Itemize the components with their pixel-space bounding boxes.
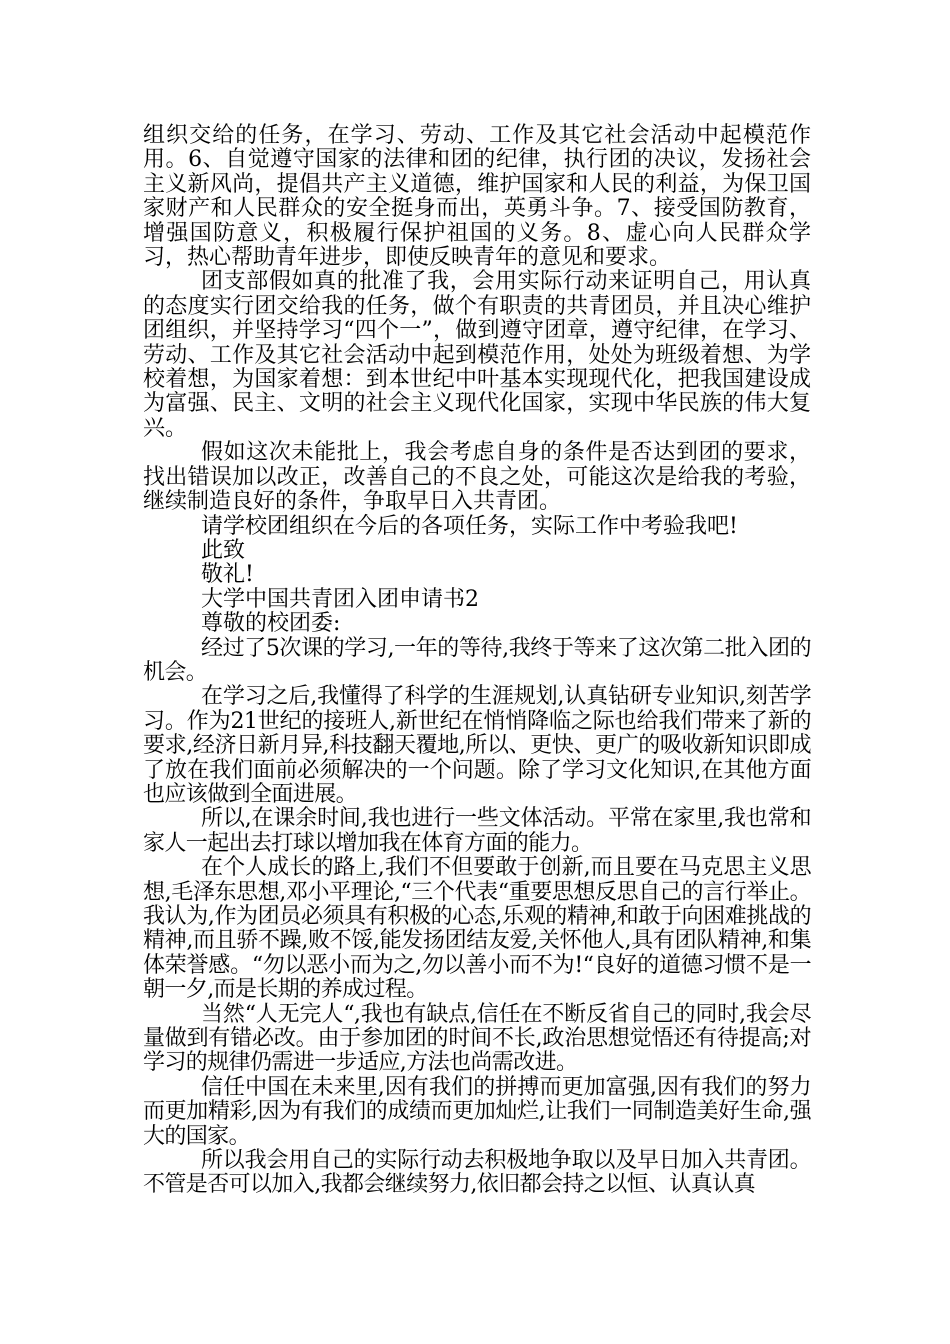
paragraph-commitment: 团支部假如真的批准了我，会用实际行动来证明自己，用认真的态度实行团交给我的任务，做个有职责的共青团员，并且决心维护团组织，并坚持学习“四个一”，做到遵守团章，遵守纪律，在学习、劳动、工作及其它社会活动中起到模范作用，处处为班级着想、为学校着想，为国家着想：到本世纪中叶基本实现现代化，把我国建设成为富强、民主、文明的社会主义现代化国家，实现中华民族的伟大复兴。 [143, 269, 811, 441]
paragraph-activities: 所以,在课余时间,我也进行一些文体活动。平常在家里,我也常和家人一起出去打球以增加我在体育方面的能力。 [143, 806, 811, 856]
paragraph-action: 所以我会用自己的实际行动去积极地争取以及早日加入共青团。不管是否可以加入,我都会继续努力,依旧都会持之以恒、认真认真 [143, 1148, 811, 1198]
paragraph-future: 信任中国在未来里,因有我们的拼搏而更加富强,因有我们的努力而更加精彩,因为有我们的成绩而更加灿烂,让我们一同制造美好生命,强大的国家。 [143, 1074, 811, 1149]
paragraph-duties: 组织交给的任务，在学习、劳动、工作及其它社会活动中起模范作用。6、自觉遵守国家的法律和团的纪律，执行团的决议，发扬社会主义新风尚，提倡共产主义道德，维护国家和人民的利益，为保卫国家财产和人民群众的安全挺身而出，英勇斗争。7、接受国防教育，增强国防意义，积极履行保护祖国的义务。8、虚心向人民群众学习，热心帮助青年进步，即使反映青年的意见和要求。 [143, 123, 811, 271]
paragraph-growth: 在个人成长的路上,我们不但要敢于创新,而且要在马克思主义思想,毛泽东思想,邓小平理论,“三个代表“重要思想反思自己的言行举止。我认为,作为团员必须具有积极的心态,乐观的精神,和敢于向困难挑战的精神,而且骄不躁,败不馁,能发扬团结友爱,关怀他人,具有团队精神,和集体荣誉感。“勿以恶小而为之,勿以善小而不为!“良好的道德习惯不是一朝一夕,而是长期的养成过程。 [143, 855, 811, 1003]
salutation-jingli: 敬礼! [201, 562, 254, 588]
paragraph-request: 请学校团组织在今后的各项任务，实际工作中考验我吧! [201, 513, 738, 539]
paragraph-waiting: 经过了5次课的学习,一年的等待,我终于等来了这次第二批入团的机会。 [143, 635, 811, 685]
document-body [143, 124, 811, 1198]
paragraph-if-not-approved: 假如这次未能批上，我会考虑自身的条件是否达到团的要求，找出错误加以改正，改善自己的不良之处，可能这次是给我的考验，继续制造良好的条件，争取早日入共青团。 [143, 440, 811, 515]
paragraph-study: 在学习之后,我懂得了科学的生涯规划,认真钻研专业知识,刻苦学习。作为21世纪的接班人,新世纪在悄悄降临之际也给我们带来了新的要求,经济日新月异,科技翻天覆地,所以、更快、更广的吸收新知识即成了放在我们面前必须解决的一个问题。除了学习文化知识,在其他方面也应该做到全面进展。 [143, 684, 811, 807]
addressee: 尊敬的校团委: [201, 611, 341, 637]
section-title: 大学中国共青团入团申请书2 [201, 586, 479, 612]
paragraph-shortcomings: 当然“人无完人“,我也有缺点,信任在不断反省自己的同时,我会尽量做到有错必改。由于参加团的时间不长,政治思想觉悟还有待提高;对学习的规律仍需进一步适应,方法也尚需改进。 [143, 1001, 811, 1076]
salutation-cizhi: 此致 [201, 537, 246, 563]
